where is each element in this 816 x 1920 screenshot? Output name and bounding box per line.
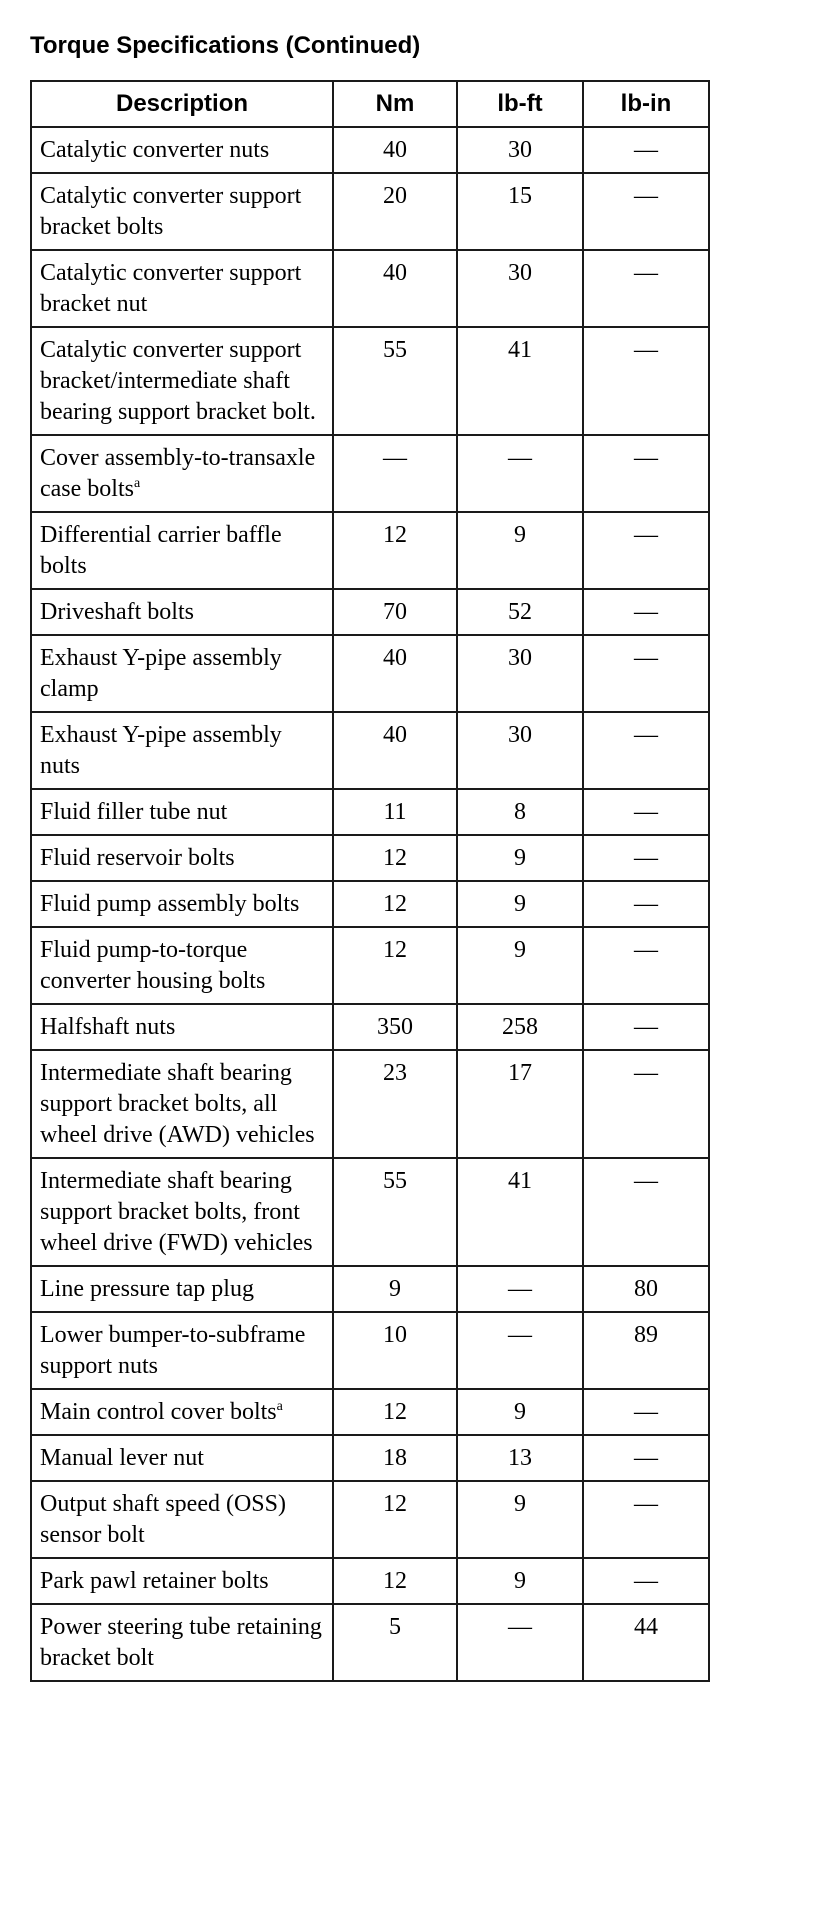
table-row [31,435,709,512]
table-row [31,250,709,327]
description-cell [31,589,333,635]
lb-in-cell: — [583,635,709,712]
lb-in-cell: — [583,127,709,173]
lb-ft-cell: — [457,435,583,512]
description-cell [31,927,333,1004]
lb-ft-cell: 9 [457,881,583,927]
description-text: Fluid pump assembly bolts [40,891,300,917]
description-cell [31,1312,333,1389]
lb-ft-cell: — [457,1604,583,1681]
table-body [31,127,709,1681]
nm-cell: 10 [333,1312,457,1389]
nm-cell: 9 [333,1266,457,1312]
description-cell [31,173,333,250]
lb-ft-cell: 9 [457,927,583,1004]
description-cell [31,327,333,435]
description-text: Cover assembly-to-transaxle case bolts [40,445,316,502]
nm-cell: 12 [333,1481,457,1558]
lb-in-cell: 44 [583,1604,709,1681]
description-text: Driveshaft bolts [40,599,194,625]
nm-cell: 55 [333,327,457,435]
lb-in-cell: — [583,789,709,835]
nm-cell: 40 [333,250,457,327]
lb-in-cell: — [583,1481,709,1558]
description-cell [31,1004,333,1050]
lb-ft-cell: 30 [457,250,583,327]
description-text: Exhaust Y-pipe assembly nuts [40,722,282,779]
description-cell [31,512,333,589]
description-cell [31,712,333,789]
page-title: Torque Specifications (Continued) [30,32,421,59]
description-cell [31,435,333,512]
table-row [31,1604,709,1681]
lb-in-cell: 89 [583,1312,709,1389]
description-cell [31,1435,333,1481]
lb-ft-cell: 9 [457,1389,583,1435]
table-row [31,1312,709,1389]
table-row [31,173,709,250]
table-row [31,512,709,589]
description-cell [31,127,333,173]
nm-cell: 5 [333,1604,457,1681]
description-cell [31,789,333,835]
description-text: Catalytic converter support bracket/intermediate shaft bearing support bracket bolt. [40,337,316,425]
table-row [31,1004,709,1050]
description-text: Lower bumper-to-subframe support nuts [40,1322,306,1379]
description-cell [31,1558,333,1604]
torque-specifications-table [30,80,710,1682]
footnote-marker: a [133,476,141,491]
footnote-marker: a [276,1399,283,1414]
table-row [31,589,709,635]
nm-cell: 12 [333,927,457,1004]
description-cell [31,835,333,881]
table-row [31,712,709,789]
column-header-lb-ft: lb-ft [457,81,583,127]
nm-cell: 40 [333,635,457,712]
lb-ft-cell: 30 [457,635,583,712]
lb-in-cell: — [583,327,709,435]
description-cell [31,250,333,327]
description-text: Park pawl retainer bolts [40,1568,269,1594]
description-text: Main control cover bolts [40,1399,277,1425]
lb-ft-cell: 258 [457,1004,583,1050]
description-cell [31,1050,333,1158]
table-row [31,1435,709,1481]
description-cell [31,881,333,927]
lb-in-cell: — [583,173,709,250]
nm-cell: 12 [333,512,457,589]
description-text: Catalytic converter support bracket bolts [40,183,302,240]
lb-in-cell: — [583,881,709,927]
description-text: Exhaust Y-pipe assembly clamp [40,645,282,702]
description-text: Halfshaft nuts [40,1014,176,1040]
description-text: Line pressure tap plug [40,1276,254,1302]
table-row [31,1050,709,1158]
table-row [31,789,709,835]
lb-in-cell: — [583,512,709,589]
nm-cell: 55 [333,1158,457,1266]
lb-ft-cell: 9 [457,1558,583,1604]
description-cell [31,1481,333,1558]
table-header-row [31,81,709,127]
lb-ft-cell: 52 [457,589,583,635]
lb-in-cell: — [583,250,709,327]
lb-in-cell: — [583,1435,709,1481]
lb-ft-cell: 9 [457,835,583,881]
lb-in-cell: — [583,1158,709,1266]
table-row [31,635,709,712]
description-text: Catalytic converter support bracket nut [40,260,302,317]
lb-ft-cell: 9 [457,512,583,589]
description-text: Fluid reservoir bolts [40,845,235,871]
nm-cell: 20 [333,173,457,250]
table-row [31,835,709,881]
lb-in-cell: — [583,1004,709,1050]
lb-ft-cell: 17 [457,1050,583,1158]
table-row [31,881,709,927]
nm-cell: 23 [333,1050,457,1158]
description-text: Intermediate shaft bearing support bracket bolts, all wheel drive (AWD) vehicles [40,1060,315,1148]
lb-ft-cell: 41 [457,327,583,435]
nm-cell: 12 [333,881,457,927]
lb-in-cell: — [583,1050,709,1158]
description-cell [31,635,333,712]
description-cell [31,1604,333,1681]
description-text: Fluid filler tube nut [40,799,228,825]
column-header-description: Description [31,81,333,127]
description-text: Differential carrier baffle bolts [40,522,282,579]
nm-cell: 11 [333,789,457,835]
table-row [31,127,709,173]
lb-ft-cell: 15 [457,173,583,250]
lb-in-cell: 80 [583,1266,709,1312]
nm-cell: 12 [333,1389,457,1435]
table-row [31,1266,709,1312]
table-row [31,1158,709,1266]
lb-ft-cell: — [457,1266,583,1312]
nm-cell: 40 [333,127,457,173]
description-cell [31,1266,333,1312]
nm-cell: 12 [333,835,457,881]
lb-in-cell: — [583,589,709,635]
nm-cell: 18 [333,1435,457,1481]
lb-ft-cell: 41 [457,1158,583,1266]
nm-cell: — [333,435,457,512]
table-row [31,1389,709,1435]
lb-in-cell: — [583,712,709,789]
nm-cell: 350 [333,1004,457,1050]
table-row [31,1558,709,1604]
lb-in-cell: — [583,927,709,1004]
lb-in-cell: — [583,435,709,512]
table-row [31,327,709,435]
description-cell [31,1158,333,1266]
lb-ft-cell: 13 [457,1435,583,1481]
nm-cell: 70 [333,589,457,635]
column-header-nm: Nm [333,81,457,127]
description-text: Power steering tube retaining bracket bolt [40,1614,322,1671]
lb-ft-cell: 30 [457,712,583,789]
lb-in-cell: — [583,1389,709,1435]
description-text: Catalytic converter nuts [40,137,270,163]
lb-ft-cell: 8 [457,789,583,835]
table-row [31,1481,709,1558]
table-row [31,927,709,1004]
description-text: Intermediate shaft bearing support bracket bolts, front wheel drive (FWD) vehicles [40,1168,313,1256]
nm-cell: 40 [333,712,457,789]
lb-in-cell: — [583,1558,709,1604]
description-cell [31,1389,333,1435]
description-text: Manual lever nut [40,1445,204,1471]
nm-cell: 12 [333,1558,457,1604]
lb-in-cell: — [583,835,709,881]
lb-ft-cell: 30 [457,127,583,173]
lb-ft-cell: 9 [457,1481,583,1558]
column-header-lb-in: lb-in [583,81,709,127]
lb-ft-cell: — [457,1312,583,1389]
description-text: Fluid pump-to-torque converter housing bolts [40,937,266,994]
description-text: Output shaft speed (OSS) sensor bolt [40,1491,286,1548]
